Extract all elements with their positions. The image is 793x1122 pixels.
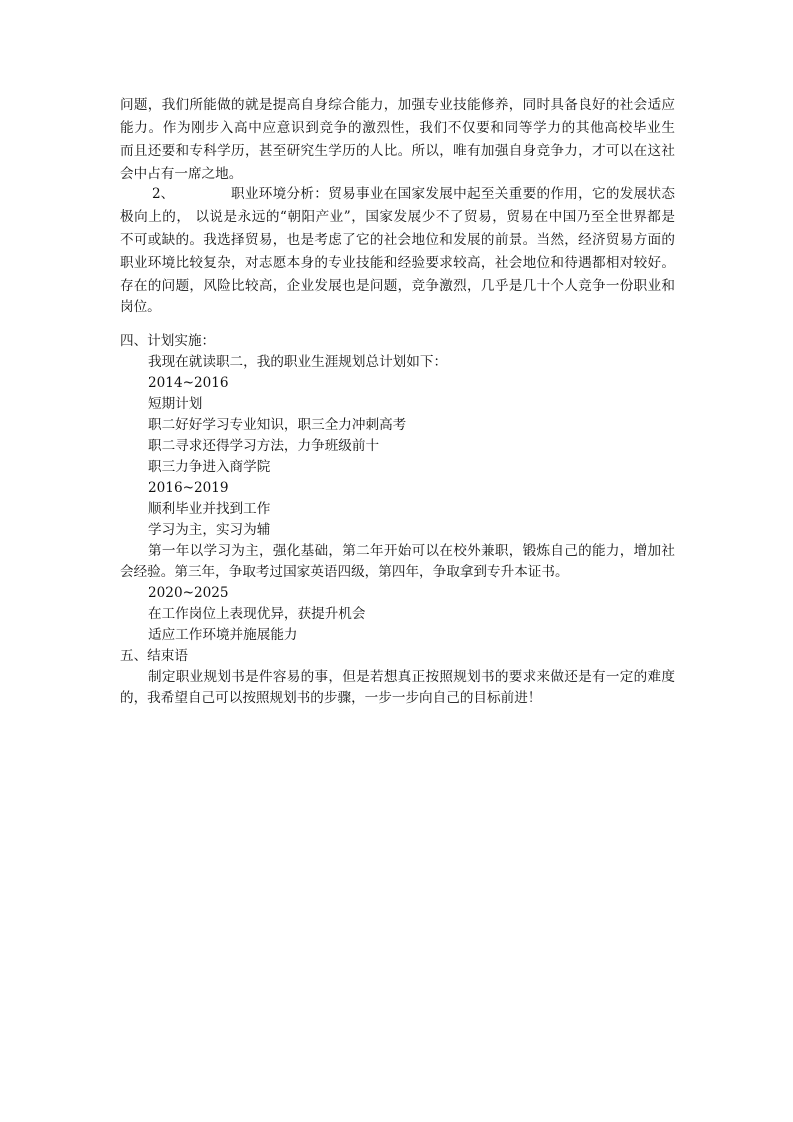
paragraph-line: 能力。作为刚步入高中应意识到竞争的激烈性，我们不仅要和同等学力的其他高校毕业生 — [120, 120, 675, 136]
plan-label: 短期计划 — [148, 396, 203, 412]
section-heading: 五、结束语 — [120, 648, 188, 664]
paragraph-line: 会经验。第三年，争取考过国家英语四级，第四年，争取拿到专升本证书。 — [120, 564, 569, 580]
paragraph-line: 岗位。 — [120, 299, 161, 315]
paragraph-line: 制定职业规划书是件容易的事，但是若想真正按照规划书的要求来做还是有一定的难度 — [148, 669, 675, 685]
list-item: 顺利毕业并找到工作 — [148, 501, 271, 517]
paragraph-line: 会中占有一席之地。 — [120, 166, 243, 182]
paragraph-line: 极向上的， 以说是永远的“朝阳产业”，国家发展少不了贸易，贸易在中国乃至全世界都是 — [120, 209, 675, 225]
period-label: 2014~2016 — [148, 375, 229, 391]
period-label: 2020~2025 — [148, 585, 229, 601]
paragraph-line: 不可或缺的。我选择贸易，也是考虑了它的社会地位和发展的前景。当然，经济贸易方面的 — [120, 232, 675, 248]
paragraph-line: 而且还要和专科学历，甚至研究生学历的人比。所以，唯有加强自身竞争力，才可以在这社 — [120, 143, 675, 159]
intro-line: 我现在就读职二，我的职业生涯规划总计划如下： — [148, 354, 448, 370]
section-heading: 四、计划实施： — [120, 333, 216, 349]
period-label: 2016~2019 — [148, 480, 229, 496]
paragraph-line: 问题，我们所能做的就是提高自身综合能力，加强专业技能修养，同时具备良好的社会适应 — [120, 97, 675, 113]
list-item: 职二好好学习专业知识，职三全力冲刺高考 — [148, 417, 407, 433]
paragraph-line: 第一年以学习为主，强化基础，第二年开始可以在校外兼职，锻炼自己的能力，增加社 — [148, 543, 675, 559]
list-item: 职三力争进入商学院 — [148, 459, 271, 475]
paragraph-line: 职业环境比较复杂，对志愿本身的专业技能和经验要求较高，社会地位和待遇都相对较好。 — [120, 255, 675, 271]
paragraph-line: 职业环境分析：贸易事业在国家发展中起至关重要的作用，它的发展状态 — [231, 186, 675, 202]
paragraph-line: 的，我希望自己可以按照规划书的步骤，一步一步向自己的目标前进！ — [120, 690, 542, 706]
list-item: 学习为主，实习为辅 — [148, 522, 271, 538]
list-item: 适应工作环境并施展能力 — [148, 627, 298, 643]
list-item: 在工作岗位上表现优异，获提升机会 — [148, 606, 366, 622]
paragraph-line: 存在的问题，风险比较高，企业发展也是问题，竞争激烈，几乎是几十个人竞争一份职业和 — [120, 278, 675, 294]
list-item: 职二寻求还得学习方法，力争班级前十 — [148, 438, 380, 454]
list-number: 2、 — [152, 186, 175, 202]
